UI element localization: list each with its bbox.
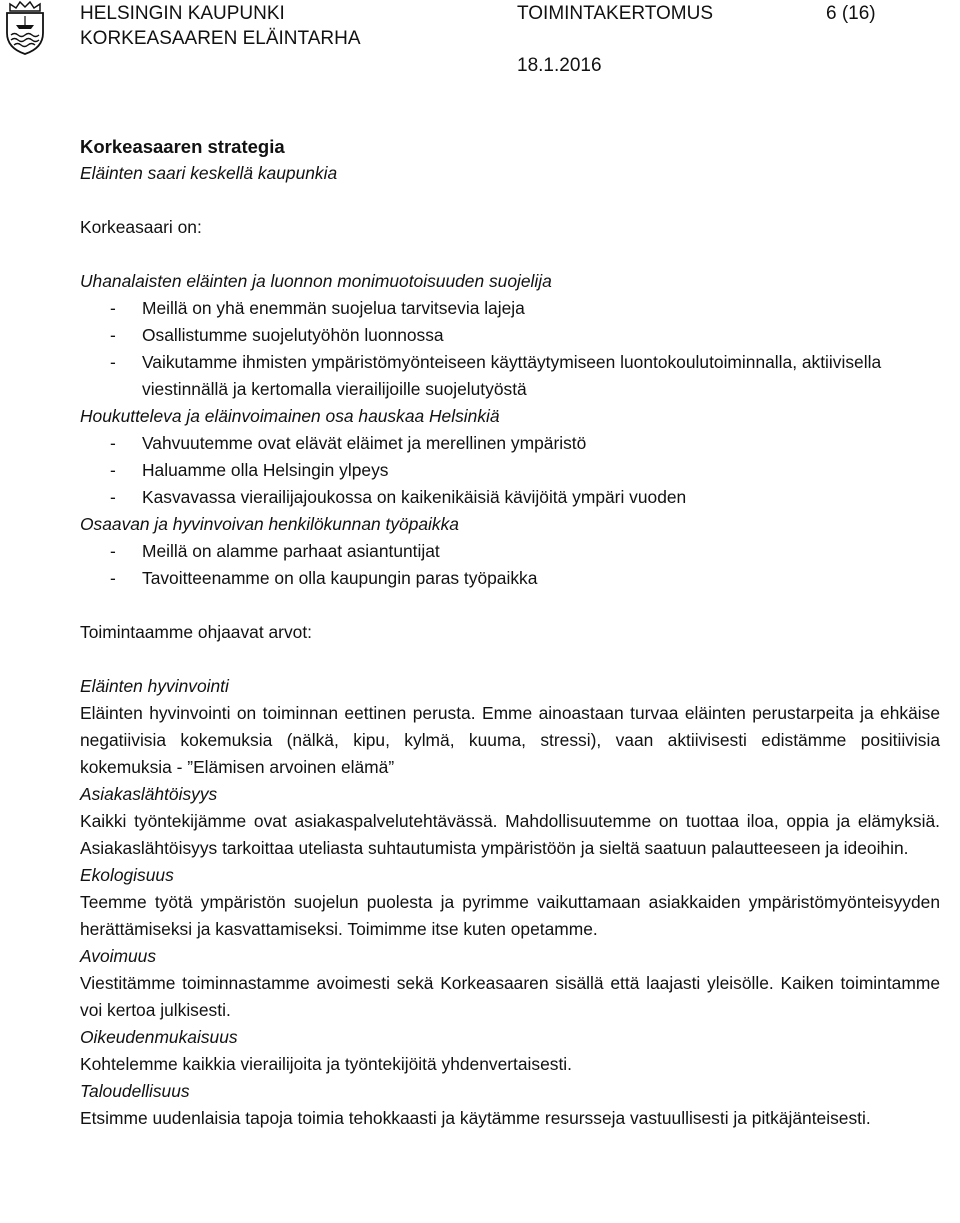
value-title: Asiakaslähtöisyys (80, 784, 218, 804)
values-intro: Toimintaamme ohjaavat arvot: (80, 622, 312, 642)
bullet-dash: - (110, 352, 116, 372)
bullet-dash: - (110, 298, 116, 318)
bullet-dash: - (110, 460, 116, 480)
bullet-dash: - (110, 433, 116, 453)
value-text: Teemme työtä ympäristön suojelun puolesta ja pyrimme vaikuttamaan asiakkaiden ympäristömyönteisyyden herättämiseksi ja kasvattamiseksi. Toimimme itse kuten opetamme. (80, 892, 940, 939)
value-text: Viestitämme toiminnastamme avoimesti sekä Korkeasaaren sisällä että laajasti yleisölle. Kaiken toimintamme voi kertoa julkisesti. (80, 973, 940, 1020)
list-item: - Meillä on yhä enemmän suojelua tarvitsevia lajeja (110, 295, 940, 322)
value-title: Ekologisuus (80, 865, 174, 885)
header-page-number: 6 (16) (826, 3, 876, 24)
value-title: Avoimuus (80, 946, 157, 966)
value-text: Eläinten hyvinvointi on toiminnan eettinen perusta. Emme ainoastaan turvaa eläinten perustarpeita ja ehkäise negatiivisia kokemuksia (nälkä, kipu, kylmä, kuuma, stressi), vaan aktiivisesti edistämme positiivisia kokemuksia - ”Elämisen arvoinen elämä” (80, 703, 940, 777)
bullet-dash: - (110, 568, 116, 588)
helsinki-coat-of-arms-logo (2, 1, 48, 55)
list-item: - Vahvuutemme ovat elävät eläimet ja merellinen ympäristö (110, 430, 940, 457)
list-item: - Kasvavassa vierailijajoukossa on kaikenikäisiä kävijöitä ympäri vuoden (110, 484, 940, 511)
value-title: Taloudellisuus (80, 1081, 190, 1101)
value-title: Eläinten hyvinvointi (80, 676, 229, 696)
header-department: KORKEASAAREN ELÄINTARHA (80, 28, 361, 49)
value-title: Oikeudenmukaisuus (80, 1027, 238, 1047)
list-item: - Osallistumme suojelutyöhön luonnossa (110, 322, 940, 349)
section-heading: Houkutteleva ja eläinvoimainen osa hauskaa Helsinkiä (80, 406, 500, 426)
value-text: Kaikki työntekijämme ovat asiakaspalvelutehtävässä. Mahdollisuutemme on tuottaa iloa, oppia ja elämyksiä. Asiakaslähtöisyys tarkoittaa uteliasta suhtautumista ympäristöön ja sieltä saatuun palautteeseen ja ideoihin. (80, 811, 940, 858)
list-item: - Meillä on alamme parhaat asiantuntijat (110, 538, 940, 565)
list-item: - Vaikutamme ihmisten ympäristömyönteiseen käyttäytymiseen luontokoulutoiminnalla, aktiivisella viestinnällä ja kertomalla vierailijoille suojelutyöstä (110, 349, 940, 403)
value-text: Kohtelemme kaikkia vierailijoita ja työntekijöitä yhdenvertaisesti. (80, 1054, 572, 1074)
section-heading: Osaavan ja hyvinvoivan henkilökunnan työpaikka (80, 514, 459, 534)
strategy-intro: Korkeasaari on: (80, 217, 202, 237)
section-heading: Uhanalaisten eläinten ja luonnon monimuotoisuuden suojelija (80, 271, 552, 291)
header-date: 18.1.2016 (517, 55, 602, 76)
bullet-dash: - (110, 487, 116, 507)
bullet-dash: - (110, 541, 116, 561)
value-text: Etsimme uudenlaisia tapoja toimia tehokkaasti ja käytämme resursseja vastuullisesti ja pitkäjänteisesti. (80, 1108, 871, 1128)
strategy-title: Korkeasaaren strategia (80, 136, 285, 157)
list-item: - Tavoitteenamme on olla kaupungin paras työpaikka (110, 565, 940, 592)
header-organization: HELSINGIN KAUPUNKI (80, 3, 285, 24)
list-item: - Haluamme olla Helsingin ylpeys (110, 457, 940, 484)
bullet-dash: - (110, 325, 116, 345)
document-body (80, 133, 940, 1132)
header-document-type: TOIMINTAKERTOMUS (517, 3, 714, 24)
strategy-subtitle: Eläinten saari keskellä kaupunkia (80, 163, 338, 183)
